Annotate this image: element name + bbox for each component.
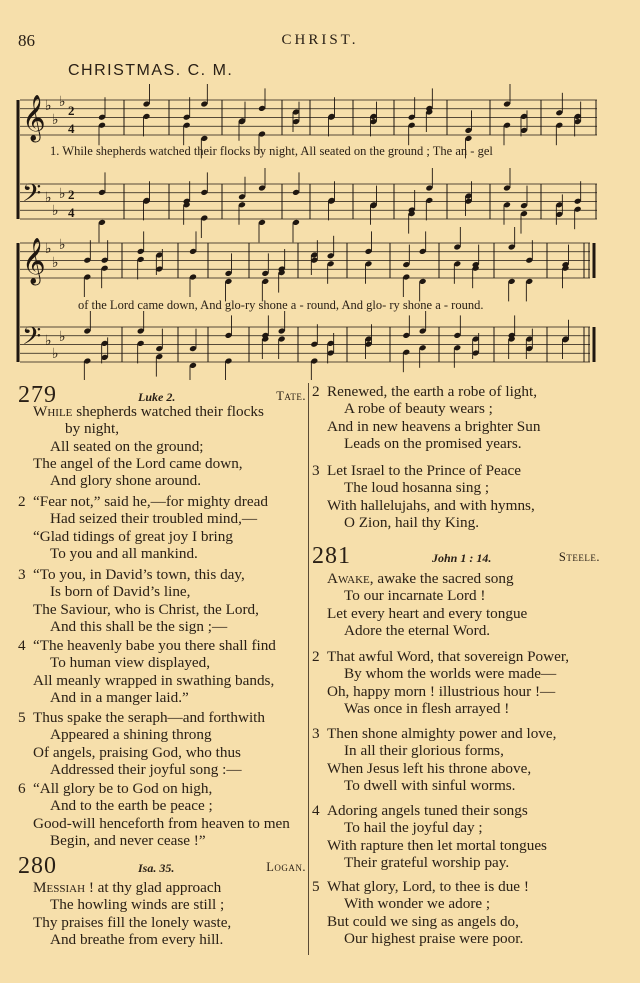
scripture-reference: Luke 2. xyxy=(138,390,176,404)
hymn-line: Let every heart and every tongue xyxy=(327,604,528,622)
music-score xyxy=(0,0,640,380)
running-head: CHRIST. xyxy=(281,32,359,48)
hymn-number: 280 xyxy=(18,853,57,879)
hymn-line: To human view displayed, xyxy=(50,654,211,672)
scripture-reference: John 1 : 14. xyxy=(432,551,492,565)
treble-clef-icon: 𝄞 xyxy=(22,238,46,284)
hymn-line: Adore the eternal Word. xyxy=(344,621,491,639)
hymn-line: And this shall be the sign ;— xyxy=(50,617,228,635)
hymn-line: “All glory be to God on high, xyxy=(33,780,213,797)
hymn-line: A robe of beauty wears ; xyxy=(344,400,493,418)
flat-icon: ♭ xyxy=(52,256,59,271)
hymn-line: All meanly wrapped in swathing bands, xyxy=(33,671,275,689)
stanza-number: 2 xyxy=(18,493,26,510)
hymn-line: And glory shone around. xyxy=(50,472,202,490)
hymn-line: Had seized their troubled mind,— xyxy=(50,510,258,528)
flat-icon: ♭ xyxy=(59,187,66,202)
stanza-number: 4 xyxy=(312,802,320,819)
hymn-line: And breathe from every hill. xyxy=(50,930,224,948)
hymn-line: Is born of David’s line, xyxy=(50,583,191,601)
lyrics-line-2: of the Lord came down, And glo-ry shone a - round, And glo- ry shone a - round. xyxy=(78,298,484,312)
hymn-line: “The heavenly babe you there shall find xyxy=(33,637,276,654)
time-signature: 2 xyxy=(68,187,75,202)
stanza-number: 3 xyxy=(312,462,320,479)
hymn-line: The loud hosanna sing ; xyxy=(344,479,490,497)
flat-icon: ♭ xyxy=(52,204,59,219)
hymn-line: While shepherds watched their flocks xyxy=(33,403,264,420)
flat-icon: ♭ xyxy=(45,191,52,206)
time-signature: 4 xyxy=(68,121,75,136)
hymn-line: O Zion, hail thy King. xyxy=(344,513,479,531)
hymn-line: To our incarnate Lord ! xyxy=(344,587,486,605)
flat-icon: ♭ xyxy=(45,242,52,257)
first-word-small-caps: Awake, xyxy=(327,570,374,587)
hymn-line: The angel of the Lord came down, xyxy=(33,454,243,472)
stanza-number: 3 xyxy=(312,725,320,742)
hymn-line: by night, xyxy=(65,420,120,438)
hymn-line: In all their glorious forms, xyxy=(344,742,504,760)
hymn-line: And in a manger laid.” xyxy=(50,688,189,706)
hymn-author: Logan. xyxy=(266,860,306,874)
stanza-number: 6 xyxy=(18,780,26,797)
hymn-line: All seated on the ground; xyxy=(50,437,204,455)
hymn-line: Then shone almighty power and love, xyxy=(327,725,557,742)
hymn-line: Addressed their joyful song :— xyxy=(50,760,242,778)
stanza-number: 2 xyxy=(312,383,320,400)
flat-icon: ♭ xyxy=(59,238,66,253)
hymn-line: Appeared a shining throng xyxy=(50,726,212,744)
bass-clef-icon: 𝄢 xyxy=(22,322,42,357)
stanza-number: 3 xyxy=(18,566,26,583)
hymn-line: “Glad tidings of great joy I bring xyxy=(33,527,233,545)
hymn-line: With hallelujahs, and with hymns, xyxy=(327,496,535,514)
hymn-line: Let Israel to the Prince of Peace xyxy=(327,462,521,479)
hymn-line: The howling winds are still ; xyxy=(50,896,225,914)
hymn-line: That awful Word, that sovereign Power, xyxy=(327,648,570,665)
hymn-line: Their grateful worship pay. xyxy=(344,853,510,871)
stanza-number: 5 xyxy=(18,709,26,726)
hymn-line: Renewed, the earth a robe of light, xyxy=(327,383,538,400)
scripture-reference: Isa. 35. xyxy=(138,861,175,875)
flat-icon: ♭ xyxy=(45,334,52,349)
flat-icon: ♭ xyxy=(45,99,52,114)
hymn-number: 281 xyxy=(312,543,351,569)
hymn-line: Good-will henceforth from heaven to men xyxy=(33,814,290,832)
time-signature: 4 xyxy=(68,205,75,220)
hymn-line: The Saviour, who is Christ, the Lord, xyxy=(33,600,259,618)
time-signature: 2 xyxy=(68,103,75,118)
hymn-author: Steele. xyxy=(558,550,600,564)
hymn-line: Of angels, praising God, who thus xyxy=(33,743,241,761)
hymn-line: Thus spake the seraph—and forthwith xyxy=(33,709,265,726)
stanza-number: 4 xyxy=(18,637,26,654)
flat-icon: ♭ xyxy=(59,95,66,110)
bass-clef-icon: 𝄢 xyxy=(22,179,42,214)
page-number: 86 xyxy=(18,31,35,50)
hymn-line: When Jesus left his throne above, xyxy=(327,759,532,777)
hymn-line: And in new heavens a brighter Sun xyxy=(327,417,541,435)
flat-icon: ♭ xyxy=(52,113,59,128)
hymn-line: Thy praises fill the lonely waste, xyxy=(33,913,232,931)
first-word-small-caps: While xyxy=(33,403,73,420)
hymn-line: With wonder we adore ; xyxy=(344,895,491,913)
stanza-number: 2 xyxy=(312,648,320,665)
hymn-number: 279 xyxy=(18,382,57,408)
hymn-line: What glory, Lord, to thee is due ! xyxy=(327,878,529,895)
hymn-line: “To you, in David’s town, this day, xyxy=(33,566,245,583)
hymn-line: To dwell with sinful worms. xyxy=(344,776,516,794)
hymn-line: And to the earth be peace ; xyxy=(50,797,213,815)
hymn-line: To you and all mankind. xyxy=(50,544,198,562)
lyrics-line-1: 1. While shepherds watched their flocks by night, All seated on the ground ; The an - gel xyxy=(50,144,493,158)
hymn-line: “Fear not,” said he,—for mighty dread xyxy=(33,493,268,510)
hymn-line: Oh, happy morn ! illustrious hour !— xyxy=(327,682,556,700)
hymn-line: Adoring angels tuned their songs xyxy=(327,802,528,819)
flat-icon: ♭ xyxy=(59,330,66,345)
hymn-line: Was once in flesh arrayed ! xyxy=(344,699,510,717)
treble-clef-icon: 𝄞 xyxy=(22,95,46,141)
hymn-line: But could we sing as angels do, xyxy=(327,912,519,930)
hymn-line: To hail the joyful day ; xyxy=(344,819,483,837)
hymn-line: Awake, awake the sacred song xyxy=(327,570,514,587)
hymn-line: Messiah ! at thy glad approach xyxy=(33,879,222,896)
hymn-line: Begin, and never cease !” xyxy=(50,831,206,849)
hymn-line: With rapture then let mortal tongues xyxy=(327,836,547,854)
stanza-number: 5 xyxy=(312,878,320,895)
column-divider xyxy=(308,383,309,955)
hymn-line: Leads on the promised years. xyxy=(344,434,522,452)
first-word-small-caps: Messiah xyxy=(33,879,86,896)
hymn-line: Our highest praise were poor. xyxy=(344,929,524,947)
flat-icon: ♭ xyxy=(52,347,59,362)
hymn-author: Tate. xyxy=(276,389,306,403)
tune-name: CHRISTMAS. C. M. xyxy=(68,62,234,79)
hymn-line: By whom the worlds were made— xyxy=(344,665,557,683)
